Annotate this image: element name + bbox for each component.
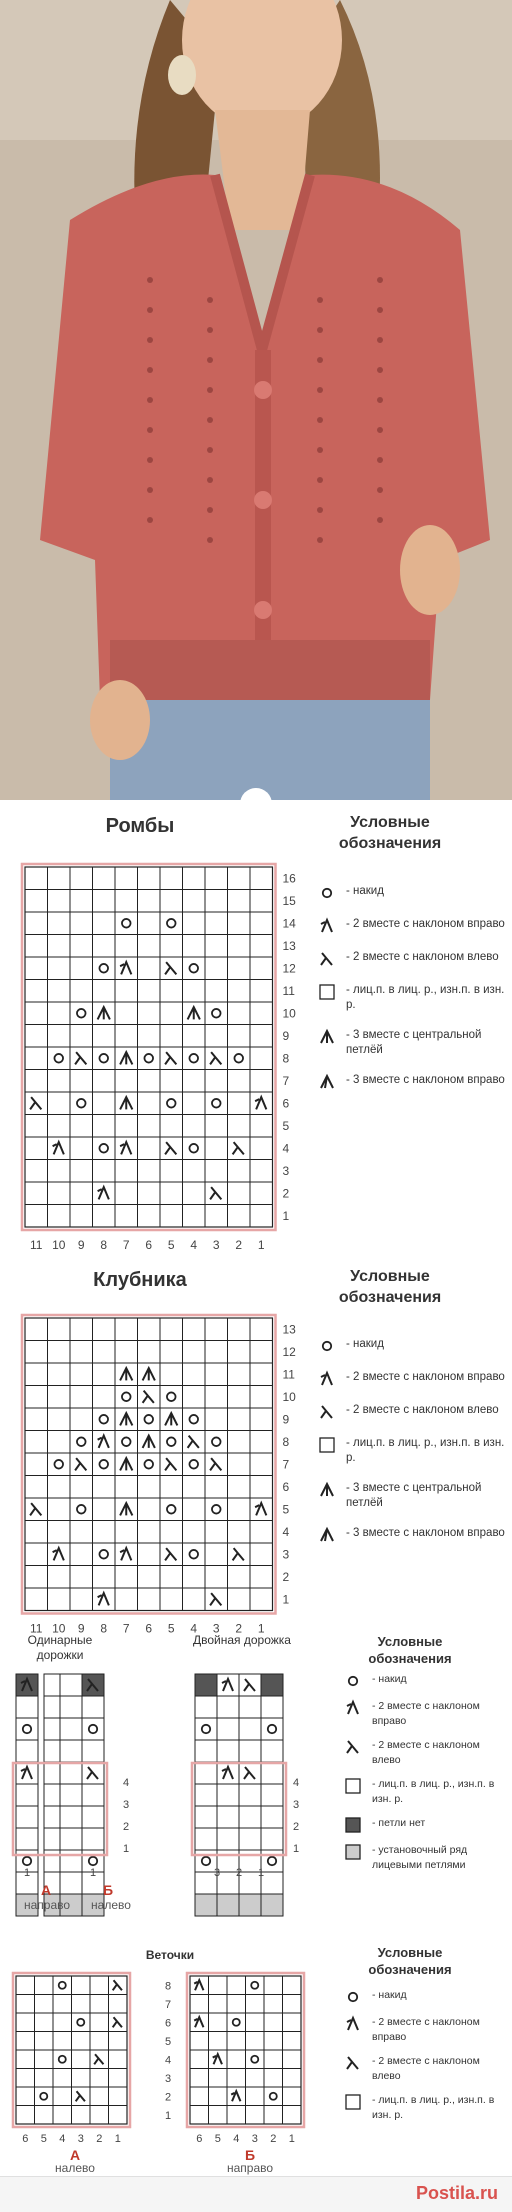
column-number-label: 11 bbox=[30, 1238, 43, 1252]
grid-background bbox=[25, 1318, 273, 1611]
track-cell bbox=[195, 1674, 217, 1696]
legend-text: - 3 вместе с центральной петлёй bbox=[346, 1482, 482, 1509]
label-b-dorozhki: Б bbox=[102, 1882, 114, 1898]
track-cell bbox=[16, 1696, 38, 1718]
row-number-label: 4 bbox=[123, 1777, 130, 1789]
legend-text: - 2 вместе с наклоном влево bbox=[346, 951, 499, 963]
legend-item bbox=[342, 1699, 507, 1729]
row-number-label: 7 bbox=[282, 1457, 290, 1472]
k2tog-right-icon bbox=[316, 1370, 338, 1388]
label-a-vetochki: А bbox=[69, 2147, 81, 2163]
yarn-over-icon bbox=[349, 1677, 357, 1685]
k3tog-center-icon bbox=[316, 1028, 338, 1046]
section-title-klubnika: Клубника bbox=[93, 1269, 187, 1291]
row-number-label: 3 bbox=[282, 1163, 290, 1178]
track-cell bbox=[217, 1806, 239, 1828]
legend-text: - 2 вместе с наклоном вправо bbox=[372, 2016, 480, 2043]
track-cell bbox=[82, 1806, 104, 1828]
k3tog-right-icon bbox=[316, 1073, 338, 1091]
legend-title-rombi: Условные обозначения bbox=[338, 814, 442, 852]
chart-grid-dorozhki bbox=[10, 1668, 340, 1879]
legend-title-vetochki: Условные обозначения bbox=[368, 1945, 452, 1977]
track-cell bbox=[239, 1894, 261, 1916]
legend-item bbox=[316, 1526, 506, 1544]
column-number-label: 1 bbox=[114, 2133, 121, 2145]
section-title-rombi: Ромбы bbox=[105, 815, 175, 837]
column-number-label: 3 bbox=[213, 1867, 221, 1879]
legend-item bbox=[316, 884, 506, 902]
k3tog-right-icon bbox=[321, 1076, 333, 1088]
track-cell bbox=[16, 1828, 38, 1850]
legend-item bbox=[342, 1816, 507, 1834]
track-cell bbox=[195, 1894, 217, 1916]
row-number-label: 5 bbox=[165, 2035, 172, 2048]
column-number-label: 4 bbox=[233, 2133, 240, 2145]
track-cell bbox=[239, 1806, 261, 1828]
k2tog-right-icon bbox=[342, 2015, 364, 2033]
track-cell bbox=[261, 1696, 283, 1718]
track-cell bbox=[82, 1784, 104, 1806]
row-number-label: 9 bbox=[282, 1412, 290, 1427]
row-number-label: 1 bbox=[282, 1208, 290, 1223]
legend-item bbox=[342, 1988, 507, 2006]
title-single-tracks: Одинарные дорожки bbox=[27, 1633, 93, 1662]
column-number-label: 9 bbox=[77, 1238, 85, 1252]
track-cell bbox=[217, 1784, 239, 1806]
column-number-label: 4 bbox=[190, 1621, 198, 1636]
column-number-label: 1 bbox=[23, 1867, 31, 1879]
k2tog-left-icon bbox=[321, 1406, 332, 1418]
track-cell bbox=[195, 1762, 217, 1784]
row-number-label: 3 bbox=[293, 1799, 300, 1811]
column-number-label: 5 bbox=[214, 2133, 221, 2145]
row-number-label: 3 bbox=[123, 1799, 130, 1811]
legend-item bbox=[342, 1738, 507, 1768]
footer-bar bbox=[0, 2176, 512, 2212]
column-number-label: 5 bbox=[167, 1238, 175, 1252]
column-number-label: 4 bbox=[190, 1238, 198, 1252]
track-cell bbox=[82, 1718, 104, 1740]
legend-item bbox=[342, 2054, 507, 2084]
legend-text: - 2 вместе с наклоном влево bbox=[372, 1739, 480, 1766]
track-cell bbox=[195, 1740, 217, 1762]
legend-text: - накид bbox=[372, 1673, 407, 1685]
legend-item bbox=[342, 2093, 507, 2123]
yarn-over-icon bbox=[342, 1672, 364, 1690]
track-cell bbox=[82, 1740, 104, 1762]
track-cell bbox=[261, 1850, 283, 1872]
track-cell bbox=[82, 1828, 104, 1850]
k2tog-right-icon bbox=[342, 1699, 364, 1717]
column-number-label: 1 bbox=[257, 1238, 265, 1252]
legend-item bbox=[342, 1672, 507, 1690]
legend-text: - 2 вместе с наклоном влево bbox=[372, 2055, 480, 2082]
column-number-label: 6 bbox=[145, 1238, 153, 1252]
label-a-dorozhki: А bbox=[40, 1882, 52, 1898]
row-number-label: 11 bbox=[282, 1367, 295, 1382]
legend-list-rombi bbox=[316, 884, 506, 1106]
track-cell bbox=[217, 1828, 239, 1850]
row-number-label: 4 bbox=[293, 1777, 300, 1789]
column-number-label: 1 bbox=[257, 1621, 265, 1636]
label-a-sub-dorozhki: направо bbox=[23, 1898, 71, 1912]
track-cell bbox=[60, 1872, 82, 1894]
legend-item bbox=[316, 983, 506, 1013]
label-a-sub-vetochki: налево bbox=[55, 2161, 95, 2175]
track-cell bbox=[195, 1784, 217, 1806]
track-cell bbox=[261, 1740, 283, 1762]
track-cell bbox=[60, 1674, 82, 1696]
k2tog-right-icon bbox=[347, 2018, 358, 2030]
legend-item bbox=[316, 1481, 506, 1511]
yarn-over-icon bbox=[323, 1342, 331, 1350]
row-number-label: 1 bbox=[282, 1592, 290, 1607]
legend-text: - лиц.п. в лиц. р., изн.п. в изн. р. bbox=[346, 984, 505, 1011]
row-number-label: 4 bbox=[282, 1141, 290, 1156]
legend-text: - 2 вместе с наклоном вправо bbox=[346, 1371, 505, 1383]
k2tog-left-icon bbox=[316, 950, 338, 968]
row-number-label: 2 bbox=[282, 1186, 290, 1201]
k2tog-right-icon bbox=[321, 1373, 332, 1385]
track-cell bbox=[60, 1850, 82, 1872]
legend-item bbox=[316, 1073, 506, 1091]
column-number-label: 6 bbox=[22, 2133, 29, 2145]
legend-item bbox=[316, 1370, 506, 1388]
sweater-photo bbox=[0, 0, 512, 800]
legend-text: - накид bbox=[346, 885, 384, 897]
knit-box-icon bbox=[342, 2093, 364, 2111]
knit-box-icon bbox=[316, 1436, 338, 1454]
chart-grid-rombi bbox=[20, 862, 300, 1252]
row-number-label: 2 bbox=[282, 1569, 290, 1584]
row-number-label: 10 bbox=[282, 1006, 296, 1021]
track-cell bbox=[60, 1762, 82, 1784]
legend-list-vetochki bbox=[342, 1988, 507, 2132]
k2tog-left-icon bbox=[316, 1403, 338, 1421]
column-number-label: 7 bbox=[122, 1238, 130, 1252]
track-cell bbox=[261, 1806, 283, 1828]
row-number-label: 1 bbox=[165, 2109, 172, 2122]
row-number-label: 5 bbox=[282, 1118, 290, 1133]
legend-item bbox=[342, 1843, 507, 1873]
track-cell bbox=[60, 1696, 82, 1718]
k2tog-right-icon bbox=[347, 1702, 358, 1714]
k3tog-center-icon bbox=[321, 1484, 333, 1496]
column-number-label: 6 bbox=[196, 2133, 203, 2145]
column-number-label: 2 bbox=[235, 1867, 243, 1879]
yarn-over-icon bbox=[316, 884, 338, 902]
yarn-over-icon bbox=[323, 889, 331, 897]
row-number-label: 7 bbox=[282, 1073, 290, 1088]
label-b-sub-vetochki: направо bbox=[226, 2161, 274, 2175]
row-number-label: 7 bbox=[165, 1998, 172, 2011]
legend-item bbox=[316, 1337, 506, 1355]
column-number-label: 5 bbox=[40, 2133, 47, 2145]
row-number-label: 5 bbox=[282, 1502, 290, 1517]
column-number-label: 10 bbox=[52, 1238, 66, 1252]
track-cell bbox=[261, 1718, 283, 1740]
legend-text: - установочный ряд лицевыми петлями bbox=[372, 1844, 468, 1871]
chart-grid-klubnika bbox=[20, 1313, 300, 1636]
legend-text: - 2 вместе с наклоном вправо bbox=[346, 918, 505, 930]
track-cell bbox=[261, 1828, 283, 1850]
column-number-label: 8 bbox=[100, 1621, 108, 1636]
legend-item bbox=[342, 1777, 507, 1807]
legend-item bbox=[342, 2015, 507, 2045]
track-cell bbox=[239, 1828, 261, 1850]
track-cell bbox=[239, 1784, 261, 1806]
column-number-label: 7 bbox=[122, 1621, 130, 1636]
legend-text: - 2 вместе с наклоном вправо bbox=[372, 1700, 480, 1727]
column-number-label: 1 bbox=[288, 2133, 295, 2145]
track-cell bbox=[261, 1784, 283, 1806]
track-cell bbox=[217, 1696, 239, 1718]
legend-item bbox=[316, 950, 506, 968]
column-number-label: 8 bbox=[100, 1238, 108, 1252]
column-number-label: 2 bbox=[270, 2133, 277, 2145]
track-cell bbox=[239, 1740, 261, 1762]
label-b-vetochki: Б bbox=[244, 2147, 256, 2163]
legend-text: - накид bbox=[372, 1989, 407, 2001]
legend-title-dorozhki: Условные обозначения bbox=[368, 1634, 452, 1666]
row-number-label: 2 bbox=[165, 2091, 172, 2104]
cast-on-box-icon bbox=[342, 1843, 364, 1861]
legend-text: - лиц.п. в лиц. р., изн.п. в изн. р. bbox=[346, 1437, 505, 1464]
legend-text: - 3 вместе с наклоном вправо bbox=[346, 1527, 505, 1539]
k2tog-right-icon bbox=[316, 917, 338, 935]
column-number-label: 5 bbox=[167, 1621, 175, 1636]
track-cell bbox=[239, 1696, 261, 1718]
k3tog-right-icon bbox=[321, 1529, 333, 1541]
column-number-label: 3 bbox=[77, 2133, 84, 2145]
track-cell bbox=[195, 1718, 217, 1740]
track-cell bbox=[60, 1828, 82, 1850]
legend-title-klubnika: Условные обозначения bbox=[338, 1268, 442, 1306]
legend-item bbox=[316, 1028, 506, 1058]
track-cell bbox=[261, 1872, 283, 1894]
row-number-label: 8 bbox=[282, 1434, 290, 1449]
track-cell bbox=[261, 1762, 283, 1784]
column-number-label: 3 bbox=[212, 1621, 220, 1636]
track-cell bbox=[16, 1806, 38, 1828]
column-number-label: 11 bbox=[30, 1621, 43, 1636]
legend-text: - 3 вместе с наклоном вправо bbox=[346, 1074, 505, 1086]
row-number-label: 9 bbox=[282, 1028, 290, 1043]
row-number-label: 8 bbox=[165, 1980, 172, 1993]
legend-list-klubnika bbox=[316, 1337, 506, 1559]
k3tog-center-icon bbox=[316, 1481, 338, 1499]
track-cell bbox=[60, 1806, 82, 1828]
row-number-label: 8 bbox=[282, 1051, 290, 1066]
track-cell bbox=[217, 1718, 239, 1740]
row-number-label: 1 bbox=[293, 1843, 300, 1855]
track-cell bbox=[60, 1718, 82, 1740]
row-number-label: 6 bbox=[282, 1096, 290, 1111]
column-number-label: 10 bbox=[52, 1621, 66, 1636]
row-number-label: 6 bbox=[282, 1479, 290, 1494]
legend-list-dorozhki bbox=[342, 1672, 507, 1882]
legend-text: - 3 вместе с центральной петлёй bbox=[346, 1029, 482, 1056]
track-cell bbox=[239, 1718, 261, 1740]
row-number-label: 1 bbox=[123, 1843, 130, 1855]
track-cell bbox=[195, 1696, 217, 1718]
k2tog-left-icon bbox=[342, 2054, 364, 2072]
legend-text: - лиц.п. в лиц. р., изн.п. в изн. р. bbox=[372, 2094, 495, 2121]
row-number-label: 2 bbox=[293, 1821, 300, 1833]
k2tog-left-icon bbox=[347, 1741, 358, 1753]
legend-text: - лиц.п. в лиц. р., изн.п. в изн. р. bbox=[372, 1778, 495, 1805]
yarn-over-icon bbox=[342, 1988, 364, 2006]
k3tog-center-icon bbox=[321, 1031, 333, 1043]
legend-item bbox=[316, 917, 506, 935]
track-cell bbox=[261, 1894, 283, 1916]
column-number-label: 2 bbox=[235, 1621, 243, 1636]
row-number-label: 15 bbox=[282, 893, 296, 908]
row-number-label: 6 bbox=[165, 2017, 172, 2030]
knit-box-icon bbox=[316, 983, 338, 1001]
chart-grid-vetochki bbox=[10, 1970, 340, 2145]
track-cell bbox=[195, 1806, 217, 1828]
k2tog-right-icon bbox=[321, 920, 332, 932]
column-number-label: 1 bbox=[257, 1867, 265, 1879]
column-number-label: 3 bbox=[251, 2133, 258, 2145]
column-number-label: 2 bbox=[96, 2133, 103, 2145]
k3tog-right-icon bbox=[316, 1526, 338, 1544]
footer-brand-logo[interactable]: Postila.ru bbox=[415, 2183, 498, 2203]
track-cell bbox=[195, 1828, 217, 1850]
column-number-label: 3 bbox=[212, 1238, 220, 1252]
row-number-label: 10 bbox=[282, 1389, 296, 1404]
column-number-label: 1 bbox=[89, 1867, 97, 1879]
k2tog-left-icon bbox=[342, 1738, 364, 1756]
track-cell bbox=[261, 1674, 283, 1696]
track-cell bbox=[16, 1784, 38, 1806]
row-number-label: 3 bbox=[165, 2072, 172, 2085]
track-cell bbox=[60, 1784, 82, 1806]
row-number-label: 2 bbox=[123, 1821, 130, 1833]
legend-text: - накид bbox=[346, 1338, 384, 1350]
legend-item bbox=[316, 1436, 506, 1466]
track-cell bbox=[217, 1894, 239, 1916]
column-number-label: 9 bbox=[77, 1621, 85, 1636]
yarn-over-icon bbox=[349, 1993, 357, 2001]
row-number-label: 4 bbox=[165, 2054, 172, 2067]
row-number-label: 13 bbox=[282, 938, 296, 953]
row-number-label: 12 bbox=[282, 1344, 296, 1359]
row-number-label: 13 bbox=[282, 1322, 296, 1337]
column-number-label: 2 bbox=[235, 1238, 243, 1252]
track-cell bbox=[217, 1740, 239, 1762]
row-number-label: 12 bbox=[282, 961, 296, 976]
track-cell bbox=[60, 1740, 82, 1762]
column-number-label: 6 bbox=[145, 1621, 153, 1636]
track-cell bbox=[82, 1696, 104, 1718]
section-title-vetochki: Веточки bbox=[145, 1948, 195, 1962]
legend-text: - 2 вместе с наклоном влево bbox=[346, 1404, 499, 1416]
k2tog-left-icon bbox=[321, 953, 332, 965]
title-double-track: Двойная дорожка bbox=[193, 1633, 291, 1647]
no-stitch-box-icon bbox=[342, 1816, 364, 1834]
row-number-label: 16 bbox=[282, 871, 296, 886]
row-number-label: 4 bbox=[282, 1524, 290, 1539]
legend-text: - петли нет bbox=[372, 1817, 426, 1829]
track-cell bbox=[16, 1718, 38, 1740]
legend-item bbox=[316, 1403, 506, 1421]
row-number-label: 11 bbox=[282, 983, 295, 998]
yarn-over-icon bbox=[316, 1337, 338, 1355]
row-number-label: 14 bbox=[282, 916, 296, 931]
knit-box-icon bbox=[342, 1777, 364, 1795]
k2tog-left-icon bbox=[347, 2057, 358, 2069]
label-b-sub-dorozhki: налево bbox=[91, 1898, 131, 1912]
column-number-label: 4 bbox=[59, 2133, 66, 2145]
row-number-label: 3 bbox=[282, 1547, 290, 1562]
track-cell bbox=[16, 1740, 38, 1762]
